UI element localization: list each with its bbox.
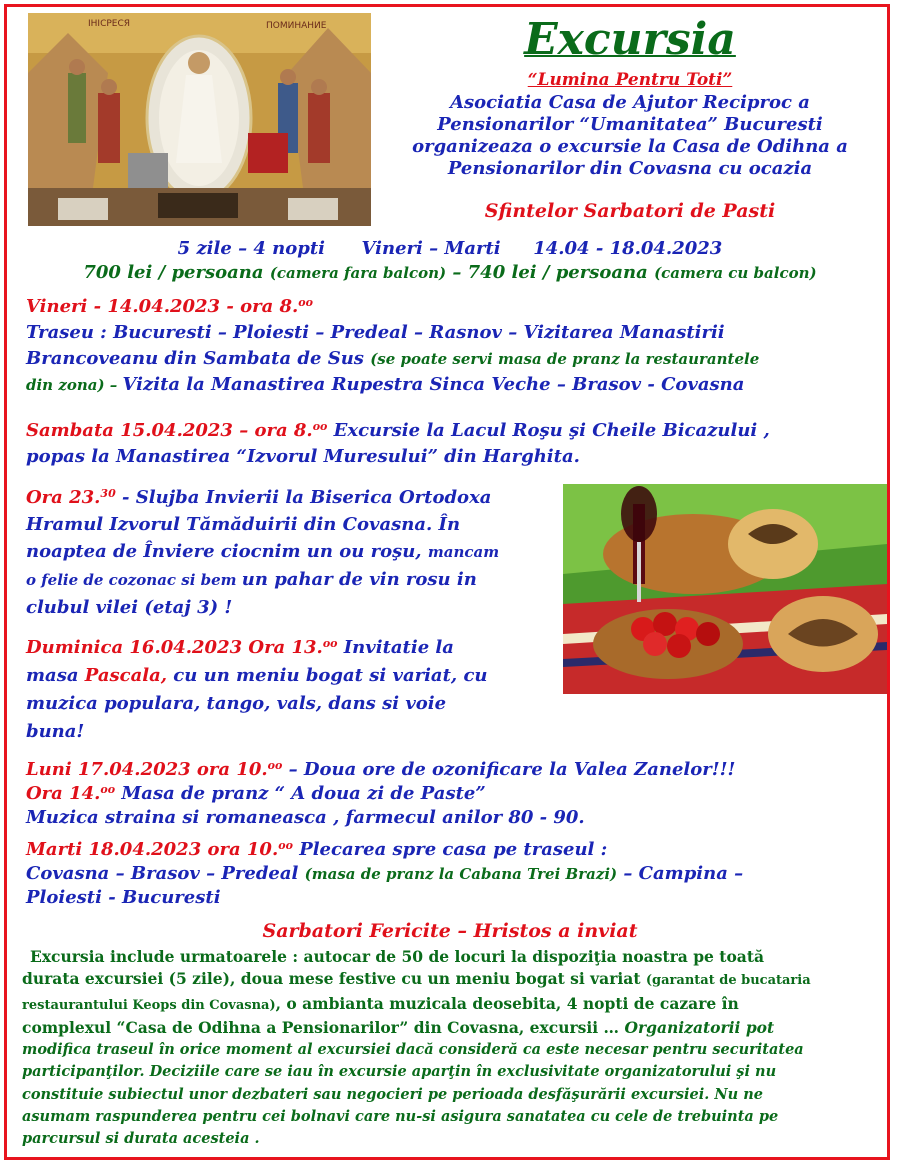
tuesday-note: (masa de pranz la Cabana Trei Brazi) [304,865,618,883]
night-text-2: Hramul Izvorul Tămăduirii din Covasna. În [26,514,461,535]
page-title: Excursia [524,14,736,65]
easter-food-image [563,484,887,694]
monday-heading: Luni 17.04.2023 ora 10. [26,759,268,780]
sunday-text: Invitatie la [337,637,454,658]
organizer-block [380,92,880,180]
friday-note: (se poate servi masa de pranz la restaurantele [370,350,760,368]
night-text-4: un pahar de vin rosu in [241,569,477,590]
time-superscript: oo [267,759,283,772]
monday-lunch: Masa de pranz “ A doua zi de Paste” [115,783,486,804]
price-balconyless: 700 lei / persoana [83,262,264,283]
dates: 14.04 - 18.04.2023 [533,238,723,259]
monday-section [26,758,735,830]
days: Vineri – Marti [361,238,501,259]
footer-disclaimer: constituie subiectul unor dezbateri sau negocieri pe perioada desfăşurării excursiei. Nu ne [22,1085,763,1103]
time-superscript: 30 [100,487,116,500]
night-text-3: noaptea de Înviere ciocnim un ou roşu, [26,541,428,562]
tuesday-route-end: Ploiesti - Bucuresti [26,887,221,908]
footer-line: complexul “Casa de Odihna a Pensionarilor” din Covasna, excursii … [22,1017,625,1037]
friday-heading-text: Vineri - 14.04.2023 - ora 8. [26,296,299,317]
footer-disclaimer: Organizatorii pot [624,1017,775,1037]
icon-label-left: ІНІСРЕСЯ [88,19,131,29]
sunday-pascala: Pascala, [84,665,168,686]
price-separator: – [446,262,468,283]
resurrection-icon-image [28,13,371,226]
time-superscript: oo [100,783,116,796]
friday-route-text: Brancoveanu din Sambata de Sus [26,348,371,369]
organizer-line: organizeaza o excursie la Casa de Odihna a [412,136,848,157]
monday-music: Muzica straina si romaneasca , farmecul anilor 80 - 90. [26,807,585,828]
saturday-text-2: popas la Manastirea “Izvorul Muresului” din Harghita. [26,446,580,467]
friday-note-end: din zona) – [26,376,123,394]
footer-disclaimer: participanţilor. Deciziile care se iau în excursie aparţin în exclusivitate organizatorului şi nu [22,1063,777,1081]
tuesday-heading: Marti 18.04.2023 ora 10. [26,839,279,860]
friday-heading [26,294,759,320]
saturday-section [26,418,770,470]
price-balcony: 740 lei / persoana [467,262,648,283]
night-text-small: o felie de cozonac si bem [26,571,242,589]
night-section [26,484,499,621]
subtitle: “Lumina Pentru Toti” [527,70,733,90]
footer-terms [22,946,811,1151]
price-note: (camera fara balcon) [269,264,447,282]
time-superscript: oo [322,637,338,650]
easter-greeting: Sarbatori Fericite – Hristos a inviat [262,920,638,942]
time-superscript: oo [312,420,328,433]
organizer-line: Asociatia Casa de Ajutor Reciproc a [450,92,810,113]
sunday-text: masa [26,665,85,686]
tuesday-route: – Campina – [617,863,744,884]
sunday-section [26,634,488,746]
footer-line: durata excursiei (5 zile), doua mese festive cu un meniu bogat si variat [22,969,646,989]
tuesday-text: Plecarea spre casa pe traseul : [292,839,608,860]
footer-note: (garantat de bucataria [645,973,811,989]
saturday-heading: Sambata 15.04.2023 – ora 8. [26,420,313,441]
monday-lunch-time: Ora 14. [26,783,101,804]
saturday-text: Excursie la Lacul Roşu şi Cheile Bicazului , [327,420,770,441]
price-note: (camera cu balcon) [654,264,817,282]
sunday-text: cu un meniu bogat si variat, cu [167,665,488,686]
sunday-text-3: muzica populara, tango, vals, dans si voie [26,693,447,714]
sunday-text-4: buna! [26,721,85,742]
footer-disclaimer: asumam raspunderea pentru cei bolnavi care nu-si asigura sanatatea cu cele de trebuinta pe [22,1108,779,1126]
friday-route: Traseu : Bucuresti – Ploiesti – Predeal – Rasnov – Vizitarea Manastirii [26,322,725,343]
organizer-line: Pensionarilor din Covasna cu ocazia [447,158,813,179]
tuesday-section [26,838,743,910]
icon-label-right: ПОМИНАНИЕ [266,21,327,31]
monday-text: – Doua ore de ozonificare la Valea Zanelor!!! [282,759,736,780]
footer-line: Excursia include urmatoarele : autocar de 50 de locuri la dispoziţia noastra pe toată [30,947,765,966]
footer-disclaimer: parcursul si durata acesteia . [22,1130,260,1148]
organizer-line: Pensionarilor “Umanitatea” Bucuresti [437,114,823,135]
trip-summary [0,238,900,259]
night-text-5: clubul vilei (etaj 3) ! [26,597,233,618]
time-superscript: oo [298,296,313,309]
footer-disclaimer: modifica traseul în orice moment al excursiei dacă consideră ca este necesar pentru securitatea [22,1041,804,1059]
night-text: - Slujba Invierii la Biserica Ortodoxa [115,487,492,508]
friday-route-end: Vizita la Manastirea Rupestra Sinca Veche – Brasov - Covasna [122,374,745,395]
night-time: Ora 23. [26,487,101,508]
tuesday-route: Covasna – Brasov – Predeal [26,863,305,884]
night-text-small: mancam [427,543,500,561]
time-superscript: oo [278,839,293,852]
friday-section [26,294,759,398]
price-line [0,262,900,283]
footer-note: restaurantului Keops din Covasna) [22,997,276,1013]
duration: 5 zile – 4 nopti [177,238,325,259]
occasion: Sfintelor Sarbatori de Pasti [484,200,776,222]
sunday-heading: Duminica 16.04.2023 Ora 13. [26,637,323,658]
footer-line: , o ambianta muzicala deosebita, 4 nopti de cazare în [275,993,739,1013]
